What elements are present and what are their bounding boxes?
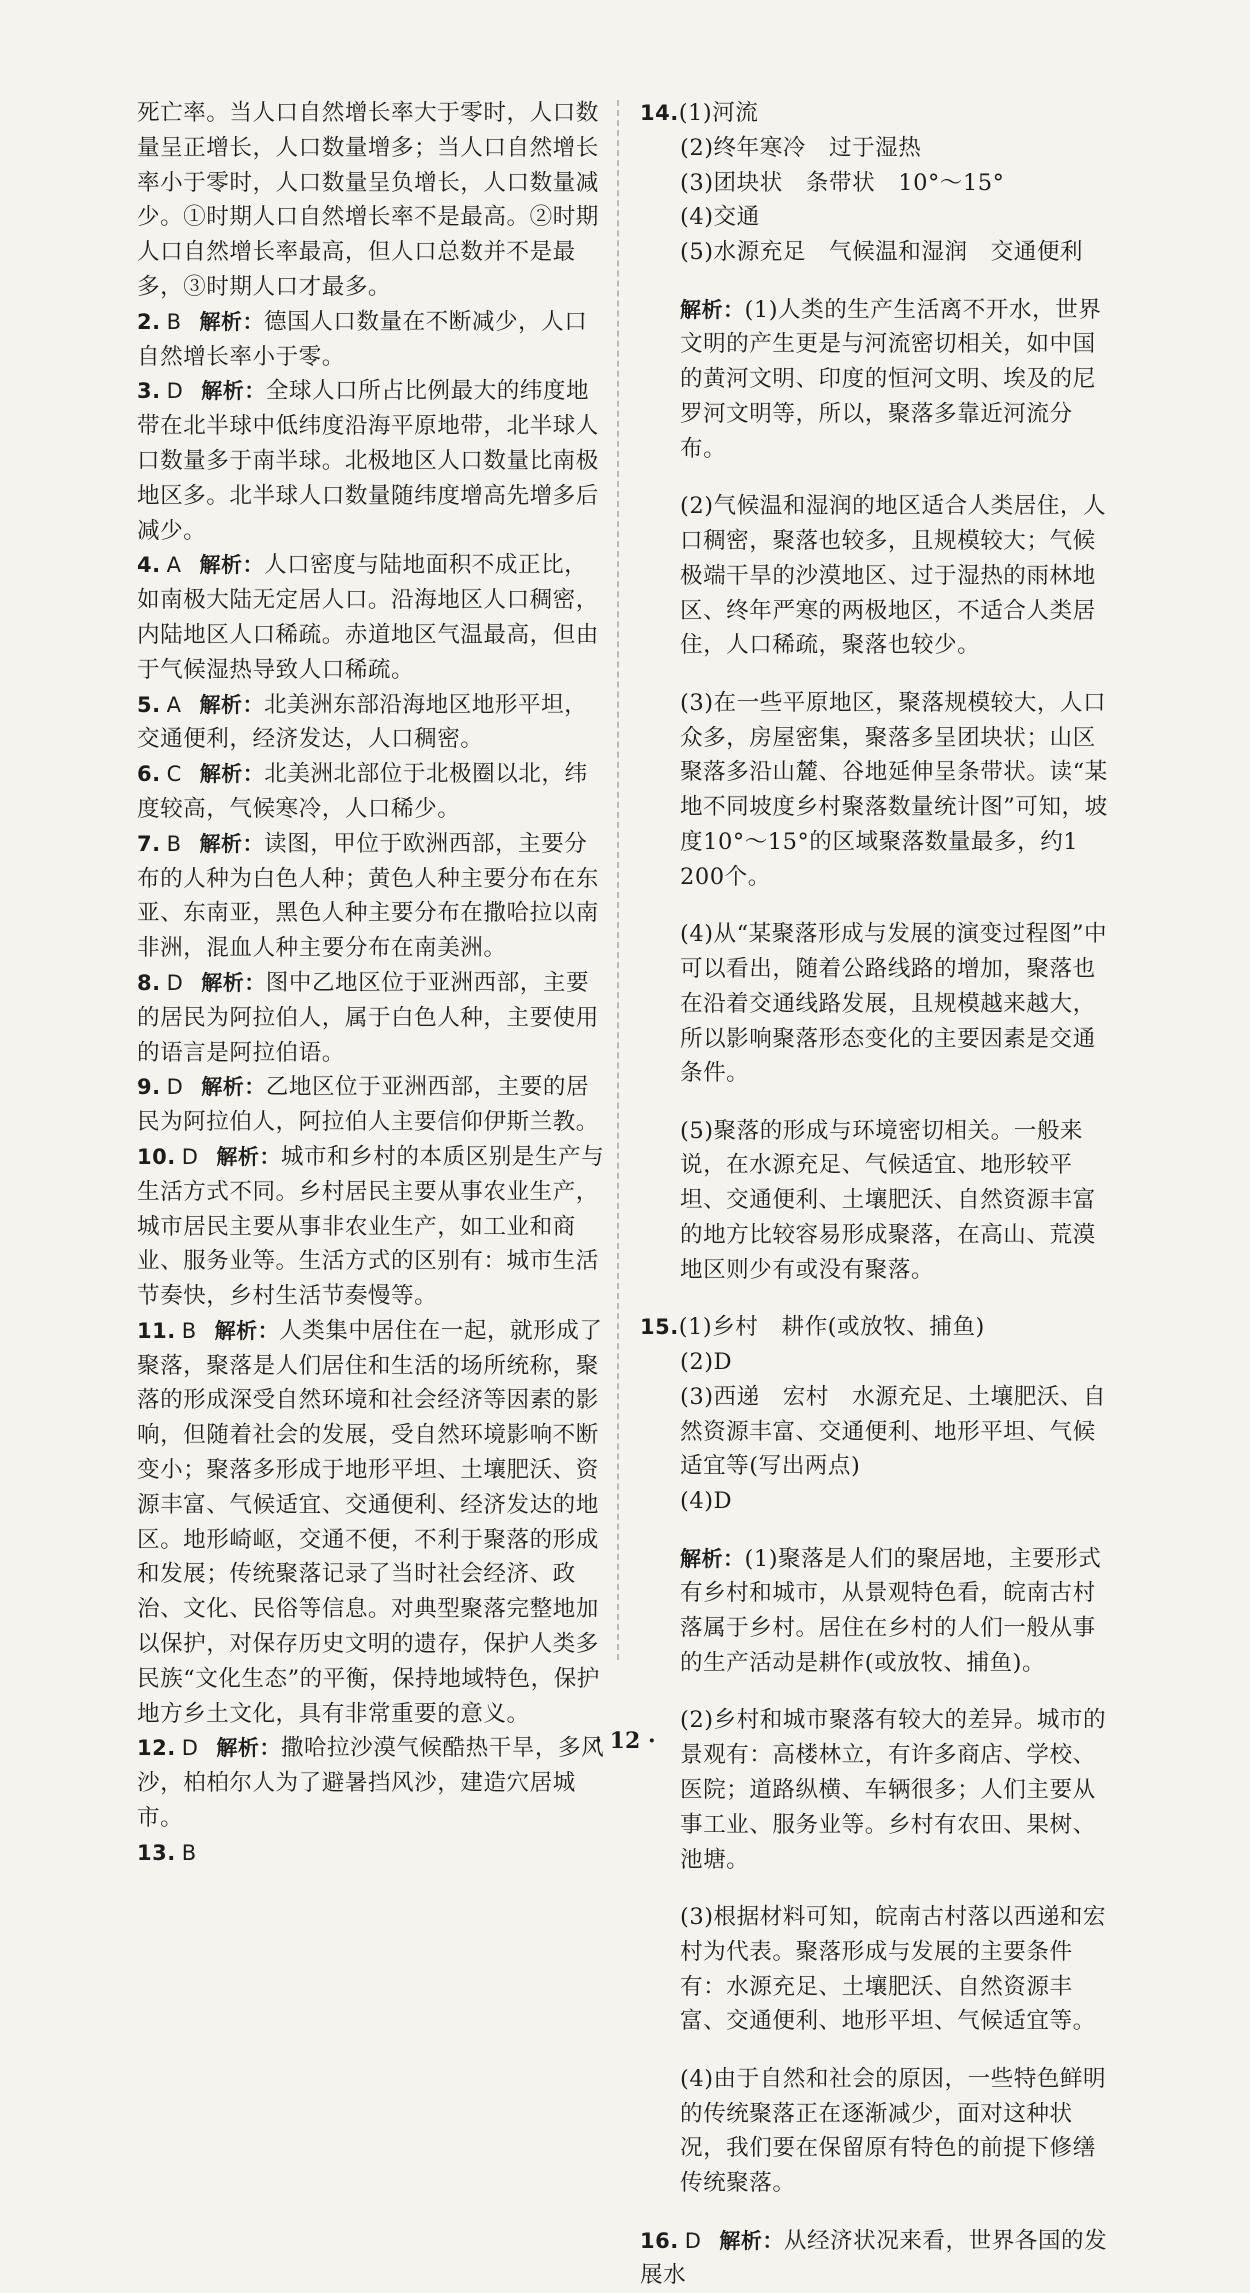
right-column [640,96,1110,2293]
question-2: 2. B 解析：德国人口数量在不断减少，人口自然增长率小于零。 [137,308,588,370]
q14-explanation-3: (3)在一些平原地区，聚落规模较大，人口众多，房屋密集，聚落多呈团块状；山区聚落多沿山麓、谷地延伸呈条带状。读“某地不同坡度乡村聚落数量统计图”可知，坡度10°～15°的区域聚落数量最多，约1 200个。 [680,689,1108,890]
q15-explanation-4: (4)由于自然和社会的原因，一些特色鲜明的传统聚落正在逐渐减少，面对这种状况，我们要在保留原有特色的前提下修缮传统聚落。 [680,2065,1107,2197]
question-12: 12. D 解析：撒哈拉沙漠气候酷热干旱，多风沙，柏柏尔人为了避暑挡风沙，建造穴居城市。 [137,1735,605,1832]
q14-explanation-5: (5)聚落的形成与环境密切相关。一般来说，在水源充足、气候适宜、地形较平坦、交通便利、土壤肥沃、自然资源丰富的地方比较容易形成聚落，在高山、荒漠地区则少有或没有聚落。 [680,1117,1096,1283]
q14-answer-5: (5)水源充足 气候温和湿润 交通便利 [680,239,1084,266]
q15-answer-3: (3)西递 宏村 水源充足、土壤肥沃、自然资源丰富、交通便利、地形平坦、气候适宜等(写出两点) [680,1383,1107,1480]
question-8: 8. D 解析：图中乙地区位于亚洲西部，主要的居民为阿拉伯人，属于白色人种，主要使用的语言是阿拉伯语。 [137,969,599,1066]
q15-answer-2: (2)D [680,1349,733,1376]
q14-answer-4: (4)交通 [680,204,760,231]
q14-explanation-2: (2)气候温和湿润的地区适合人类居住，人口稠密，聚落也较多，且规模较大；气候极端干旱的沙漠地区、过于湿热的雨林地区、终年严寒的两极地区，不适合人类居住，人口稀疏，聚落也较少。 [680,493,1107,659]
question-11: 11. B 解析：人类集中居住在一起，就形成了聚落，聚落是人们居住和生活的场所统称，聚落的形成深受自然环境和社会经济等因素的影响，但随着社会的发展，受自然环境影响不断变小；聚落多形成于地形平坦、土壤肥沃、资源丰富、气候适宜、交通便利、经济发达的地区。地形崎岖，交通不便，不利于聚落的形成和发展；传统聚落记录了当时社会经济、政治、文化、民俗等信息。对典型聚落完整地加以保护，对保存历史文明的遗存，保护人类多民族“文化生态”的平衡，保持地域特色，保护地方乡土文化，具有非常重要的意义。 [137,1317,603,1727]
question-16: 16. D 解析：从经济状况来看，世界各国的发展水 [640,2227,1108,2289]
q15-answer-1: 15.(1)乡村 耕作(或放牧、捕鱼) [640,1314,985,1341]
q15-explanation-2: (2)乡村和城市聚落有较大的差异。城市的景观有：高楼林立，有许多商店、学校、医院；道路纵横、车辆很多；人们主要从事工业、服务业等。乡村有农田、果树、池塘。 [680,1707,1107,1873]
q15-explanation-1: 解析：(1)聚落是人们的聚居地，主要形式有乡村和城市，从景观特色看，皖南古村落属于乡村。居住在乡村的人们一般从事的生产活动是耕作(或放牧、捕鱼)。 [680,1545,1102,1677]
q14-answer-2: (2)终年寒冷 过于湿热 [680,134,922,161]
left-column [137,96,607,1871]
q15-explanation-3: (3)根据材料可知，皖南古村落以西递和宏村为代表。聚落形成与发展的主要条件有：水源充足、土壤肥沃、自然资源丰富、交通便利、地形平坦、气候适宜等。 [680,1904,1107,2035]
continued-explanation: 死亡率。当人口自然增长率大于零时，人口数量呈正增长，人口数量增多；当人口自然增长率小于零时，人口数量呈负增长，人口数量减少。①时期人口自然增长率不是最高。②时期人口自然增长率最高，但人口总数并不是最多，③时期人口才最多。 [137,100,599,300]
question-14 [640,96,1110,1288]
q14-explanation-1: 解析：(1)人类的生产生活离不开水，世界文明的产生更是与河流密切相关，如中国的黄河文明、印度的恒河文明、埃及的尼罗河文明等，所以，聚落多靠近河流分布。 [680,296,1102,462]
column-divider [617,100,619,1660]
question-15 [640,1310,1110,2201]
q14-explanation-4: (4)从“某聚落形成与发展的演变过程图”中可以看出，随着公路线路的增加，聚落也在沿着交通线路发展，且规模越来越大，所以影响聚落形态变化的主要因素是交通条件。 [680,921,1108,1087]
question-9: 9. D 解析：乙地区位于亚洲西部，主要的居民为阿拉伯人，阿拉伯人主要信仰伊斯兰教。 [137,1074,599,1136]
q14-answer-3: (3)团块状 条带状 10°～15° [680,169,1005,196]
q15-answer-4: (4)D [680,1488,733,1515]
question-13: 13. B [137,1840,197,1865]
question-6: 6. C 解析：北美洲北部位于北极圈以北，纬度较高，气候寒冷，人口稀少。 [137,761,588,822]
question-3: 3. D 解析：全球人口所占比例最大的纬度地带在北半球中低纬度沿海平原地带，北半球人口数量多于南半球。北极地区人口数量比南极地区多。北半球人口数量随纬度增高先增多后减少。 [137,378,599,544]
q14-answer-1: 14.(1)河流 [640,100,759,126]
question-7: 7. B 解析：读图，甲位于欧洲西部，主要分布的人种为白色人种；黄色人种主要分布在东亚、东南亚，黑色人种主要分布在撒哈拉以南非洲，混血人种主要分布在南美洲。 [137,830,599,962]
page-number: · 12 · [594,1728,656,1754]
question-5: 5. A 解析：北美洲东部沿海地区地形平坦，交通便利，经济发达，人口稠密。 [137,691,588,753]
question-4: 4. A 解析：人口密度与陆地面积不成正比，如南极大陆无定居人口。沿海地区人口稠密，内陆地区人口稀疏。赤道地区气温最高，但由于气候湿热导致人口稀疏。 [137,552,599,683]
question-10: 10. D 解析：城市和乡村的本质区别是生产与生活方式不同。乡村居民主要从事农业生产，城市居民主要从事非农业生产，如工业和商业、服务业等。生活方式的区别有：城市生活节奏快，乡村生活节奏慢等。 [137,1143,605,1310]
